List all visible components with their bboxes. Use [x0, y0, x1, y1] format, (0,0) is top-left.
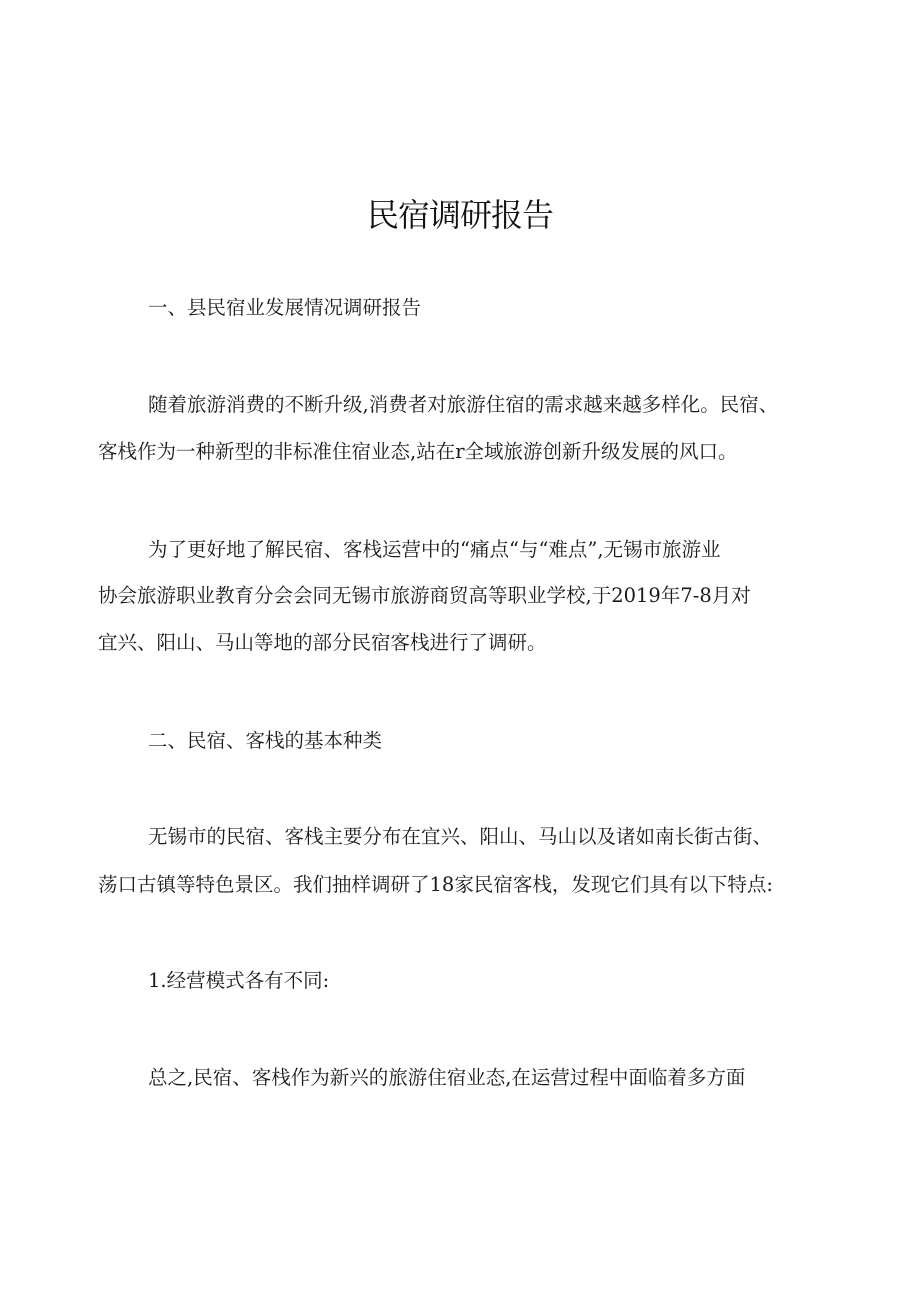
- paragraph-1-line-2: 客栈作为一种新型的非标准住宿业态,站在r全域旅游创新升级发展的风口。: [98, 440, 738, 463]
- section-heading-2: 二、民宿、客栈的基本种类: [148, 729, 383, 752]
- paragraph-3-line-2: 荡口古镇等特色景区。我们抽样调研了18家民宿客栈，发现它们具有以下特点:: [98, 873, 773, 896]
- paragraph-4-line-1: 总之,民宿、客栈作为新兴的旅游住宿业态,在运营过程中面临着多方面: [148, 1066, 746, 1089]
- document-title: 民宿调研报告: [366, 196, 553, 234]
- paragraph-2-line-1: 为了更好地了解民宿、客栈运营中的“痛点“与“难点”,无锡市旅游业: [148, 538, 721, 561]
- paragraph-2-line-2: 协会旅游职业教育分会会同无锡市旅游商贸高等职业学校,于2019年7-8月对: [98, 584, 751, 607]
- paragraph-1-line-1: 随着旅游消费的不断升级,消费者对旅游住宿的需求越来越多样化。民宿、: [148, 393, 779, 416]
- paragraph-2-line-3: 宜兴、阳山、马山等地的部分民宿客栈进行了调研。: [98, 631, 547, 654]
- section-heading-1: 一、县民宿业发展情况调研报告: [148, 296, 422, 319]
- paragraph-3-line-1: 无锡市的民宿、客栈主要分布在宜兴、阳山、马山以及诸如南长街古街、: [148, 825, 773, 848]
- list-item-1: 1.经营模式各有不同:: [148, 969, 330, 992]
